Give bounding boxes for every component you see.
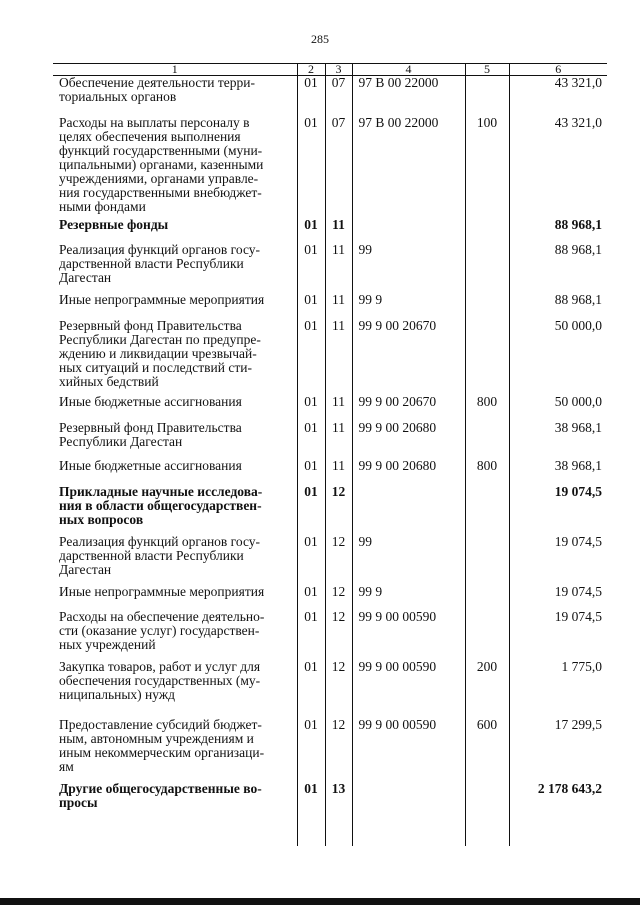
amount-value: 19 074,5: [509, 485, 607, 535]
row-label: Резервный фонд Правительства Республики Дагестан по предупре- ждению и ликвидации чрезвычай- ных ситуаций и последствий сти- хийных бедствий: [59, 317, 261, 389]
row-label: Иные непрограммные мероприятия: [59, 583, 265, 599]
table-row: [53, 660, 607, 718]
table-row: [53, 485, 607, 535]
empty-cell: [325, 816, 352, 846]
subsection-code: 12: [325, 610, 352, 660]
section-code: 01: [297, 218, 325, 243]
empty-cell: [297, 816, 325, 846]
target-article-code: 97 В 00 22000: [352, 116, 465, 218]
section-code: 01: [297, 585, 325, 610]
subsection-code: 07: [325, 116, 352, 218]
subsection-code: 12: [325, 485, 352, 535]
empty-cell: [352, 816, 465, 846]
amount-value: 2 178 643,2: [509, 782, 607, 816]
amount-value: 1 775,0: [509, 660, 607, 718]
subsection-code: 11: [325, 319, 352, 395]
section-code: 01: [297, 116, 325, 218]
amount-value: 19 074,5: [509, 535, 607, 585]
subsection-code: 07: [325, 76, 352, 116]
expense-type-code: 800: [465, 395, 509, 421]
subsection-code: 13: [325, 782, 352, 816]
row-label: Иные непрограммные мероприятия: [59, 291, 265, 307]
subsection-code: 12: [325, 535, 352, 585]
expense-type-code: [465, 485, 509, 535]
expense-type-code: 800: [465, 459, 509, 485]
table-row: [53, 395, 607, 421]
table-row: [53, 293, 607, 319]
row-label: Резервные фонды: [59, 216, 169, 232]
row-label: Резервный фонд Правительства Республики Дагестан: [59, 419, 242, 449]
subsection-code: 11: [325, 293, 352, 319]
expense-type-code: [465, 319, 509, 395]
section-code: 01: [297, 395, 325, 421]
table-row: [53, 116, 607, 218]
section-code: 01: [297, 610, 325, 660]
expense-type-code: [465, 535, 509, 585]
column-header: 1: [53, 64, 297, 76]
subsection-code: 11: [325, 459, 352, 485]
section-code: 01: [297, 535, 325, 585]
expense-type-code: [465, 76, 509, 116]
section-code: 01: [297, 76, 325, 116]
table-body: [53, 76, 607, 846]
scan-edge-bar: [0, 898, 640, 905]
table-row: [53, 76, 607, 116]
empty-cell: [465, 816, 509, 846]
subsection-code: 11: [325, 421, 352, 459]
column-header: 2: [297, 64, 325, 76]
amount-value: 88 968,1: [509, 218, 607, 243]
row-label: Расходы на выплаты персоналу в целях обеспечения выполнения функций государственными (муни- ципальными) органами, казенными учреждениями, органами управле- ния государственными внебюджет- ными фондами: [59, 114, 264, 214]
amount-value: 50 000,0: [509, 395, 607, 421]
section-code: 01: [297, 485, 325, 535]
table-row: [53, 782, 607, 816]
table-row: [53, 610, 607, 660]
row-label: Закупка товаров, работ и услуг для обеспечения государственных (му- ниципальных) нужд: [59, 658, 261, 702]
section-code: 01: [297, 718, 325, 782]
target-article-code: 99 9 00 20670: [352, 395, 465, 421]
expense-type-code: [465, 243, 509, 293]
amount-value: 19 074,5: [509, 610, 607, 660]
target-article-code: 99 9 00 00590: [352, 718, 465, 782]
continuation-row: [53, 816, 607, 846]
expense-type-code: [465, 218, 509, 243]
row-label: Реализация функций органов госу- дарственной власти Республики Дагестан: [59, 241, 261, 285]
subsection-code: 11: [325, 218, 352, 243]
amount-value: 43 321,0: [509, 116, 607, 218]
column-header: 5: [465, 64, 509, 76]
row-label: Расходы на обеспечение деятельно- сти (оказание услуг) государствен- ных учреждений: [59, 608, 265, 652]
row-label: Другие общегосударственные во- просы: [59, 780, 262, 810]
target-article-code: 99: [352, 243, 465, 293]
expense-type-code: 600: [465, 718, 509, 782]
expense-type-code: 100: [465, 116, 509, 218]
row-label: Иные бюджетные ассигнования: [59, 457, 242, 473]
table-row: [53, 585, 607, 610]
table-row: [53, 218, 607, 243]
section-code: 01: [297, 421, 325, 459]
budget-table: [53, 63, 607, 846]
table-row: [53, 421, 607, 459]
table-row: [53, 459, 607, 485]
target-article-code: [352, 485, 465, 535]
amount-value: 38 968,1: [509, 459, 607, 485]
amount-value: 17 299,5: [509, 718, 607, 782]
subsection-code: 12: [325, 585, 352, 610]
row-label: Иные бюджетные ассигнования: [59, 393, 242, 409]
expense-type-code: 200: [465, 660, 509, 718]
row-label: Предоставление субсидий бюджет- ным, автономным учреждениям и иным некоммерческим организаци- ям: [59, 716, 265, 774]
column-header: 3: [325, 64, 352, 76]
target-article-code: 99 9 00 20680: [352, 459, 465, 485]
target-article-code: 99 9 00 00590: [352, 660, 465, 718]
empty-cell: [53, 816, 297, 846]
subsection-code: 11: [325, 243, 352, 293]
amount-value: 38 968,1: [509, 421, 607, 459]
row-label: Обеспечение деятельности терри- ториальных органов: [59, 75, 256, 104]
amount-value: 19 074,5: [509, 585, 607, 610]
amount-value: 50 000,0: [509, 319, 607, 395]
section-code: 01: [297, 319, 325, 395]
subsection-code: 12: [325, 718, 352, 782]
table-row: [53, 535, 607, 585]
section-code: 01: [297, 459, 325, 485]
expense-type-code: [465, 421, 509, 459]
section-code: 01: [297, 660, 325, 718]
target-article-code: 99 9 00 20670: [352, 319, 465, 395]
target-article-code: 99 9: [352, 293, 465, 319]
header-row: [53, 64, 607, 76]
expense-type-code: [465, 293, 509, 319]
page-number: 285: [311, 32, 329, 46]
row-label: Прикладные научные исследова- ния в области общегосударствен- ных вопросов: [59, 483, 263, 527]
target-article-code: 99 9: [352, 585, 465, 610]
column-header: 6: [509, 64, 607, 76]
expense-type-code: [465, 585, 509, 610]
table-row: [53, 243, 607, 293]
section-code: 01: [297, 243, 325, 293]
target-article-code: 99 9 00 00590: [352, 610, 465, 660]
section-code: 01: [297, 782, 325, 816]
target-article-code: 99: [352, 535, 465, 585]
subsection-code: 12: [325, 660, 352, 718]
amount-value: 88 968,1: [509, 243, 607, 293]
column-header: 4: [352, 64, 465, 76]
amount-value: 88 968,1: [509, 293, 607, 319]
table-row: [53, 718, 607, 782]
expense-type-code: [465, 782, 509, 816]
target-article-code: [352, 782, 465, 816]
amount-value: 43 321,0: [509, 76, 607, 116]
target-article-code: 97 В 00 22000: [352, 76, 465, 116]
empty-cell: [509, 816, 607, 846]
target-article-code: [352, 218, 465, 243]
row-label: Реализация функций органов госу- дарственной власти Республики Дагестан: [59, 533, 261, 577]
expense-type-code: [465, 610, 509, 660]
table-row: [53, 319, 607, 395]
subsection-code: 11: [325, 395, 352, 421]
section-code: 01: [297, 293, 325, 319]
target-article-code: 99 9 00 20680: [352, 421, 465, 459]
